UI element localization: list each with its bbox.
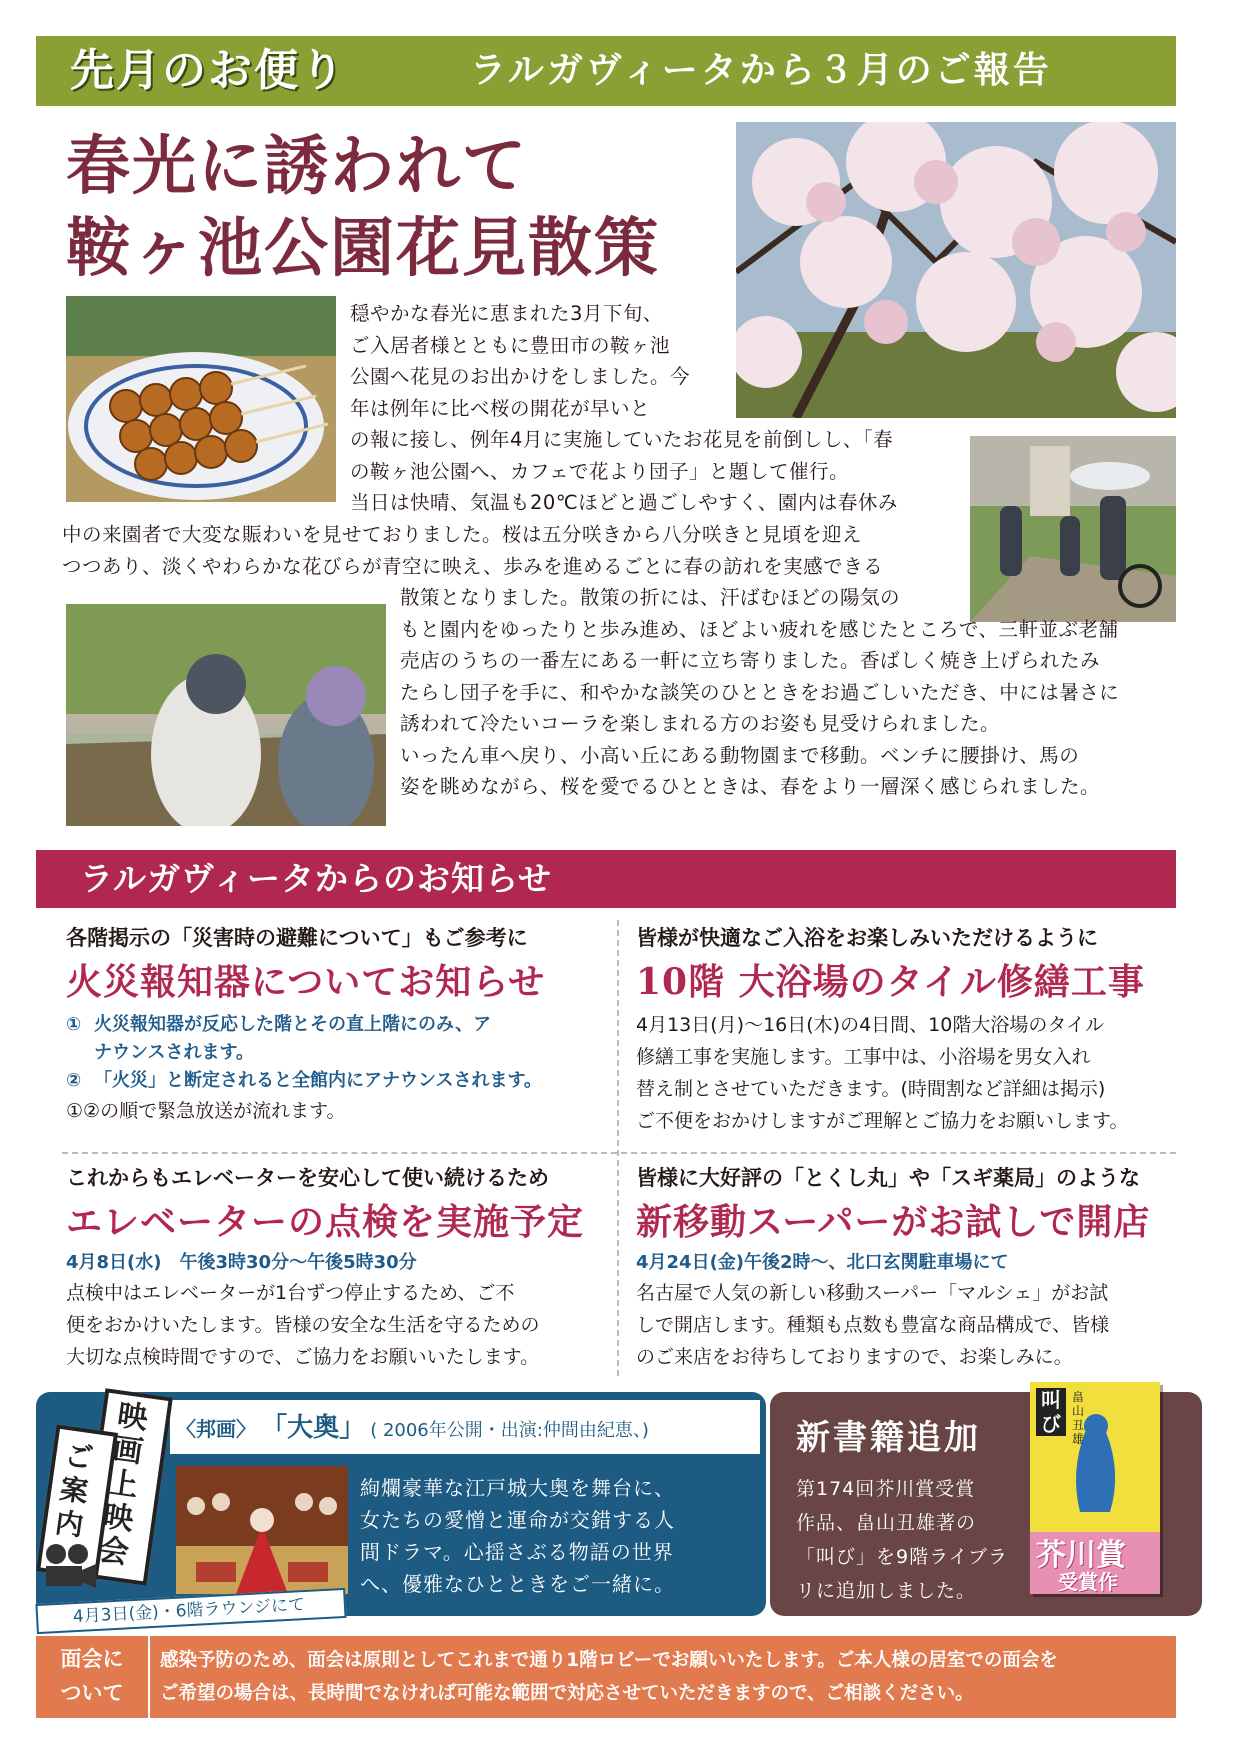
footer-line: ご希望の場合は、長時間でなければ可能な範囲で対応させていただきますので、ご相談ください。 [160,1683,974,1704]
notices-divider-vertical [617,920,619,1376]
bench-photo [66,604,386,826]
notice-elevator-line: 大切な点検時間ですので、ご協力をお願いいたします。 [66,1346,540,1368]
book-cover-award: 芥川賞 [1036,1538,1126,1573]
notice-fire-title: 火災報知器についてお知らせ [66,961,546,1003]
article-line: 公園へ花見のお出かけをしました。今 [350,365,691,388]
notice-market-line: しで開店します。種類も点数も豊富な商品構成で、皆様 [636,1314,1110,1336]
notice-fire-item1-text [94,1011,491,1067]
book-description-line: 作品、畠山丑雄著の [796,1512,977,1534]
notice-market-line: のご来店をお待ちしておりますので、お楽しみに。 [636,1346,1073,1368]
notice-elevator-line: 点検中はエレベーターが1台ずつ停止するため、ご不 [66,1282,515,1304]
movie-badge [40,1392,172,1602]
dango-photo [66,296,336,502]
notice-fire-item2-num: ② [66,1070,82,1091]
article-headline-line2: 鞍ヶ池公園花見散策 [66,211,660,286]
book-description [796,1472,1026,1608]
article-body-part1 [350,298,970,424]
article-line: ご入居者様とともに豊田市の鞍ヶ池 [350,333,671,357]
movie-description [360,1472,760,1600]
article-line: 売店のうちの一番左にある一軒に立ち寄りました。香ばしく焼き上げられたみ [400,649,1101,672]
book-cover-title: 叫び [1036,1388,1066,1436]
notice-fire [66,922,606,1127]
article-body-part2 [350,424,960,519]
book-cover-award-sub: 受賞作 [1058,1570,1118,1594]
article-line: 穏やかな春光に恵まれた3月下旬、 [350,302,663,325]
footer-label [36,1642,148,1710]
book-cover [1030,1382,1160,1594]
notice-fire-item1-line: 火災報知器が反応した階とその直上階にのみ、ア [94,1014,492,1035]
movie-header-text [176,1404,649,1452]
article-line: の報に接し、例年4月に実施していたお花見を前倒しし、「春 [350,428,894,451]
notice-elevator-body [66,1277,606,1373]
article-line: 年は例年に比べ桜の開花が早いと [350,396,651,420]
header-title: 先月のお便り [70,45,346,96]
movie-description-line: 間ドラマ。心揺さぶる物語の世界 [360,1540,674,1564]
notice-bath-body [636,1009,1176,1137]
notice-fire-note: ①②の順で緊急放送が流れます。 [66,1100,346,1122]
movie-title: 「大奥」 [261,1413,366,1443]
notice-market-lead: 皆様に大好評の「とくし丸」や「スギ薬局」のような [636,1166,1140,1190]
notice-elevator-schedule: 4月8日(水) 午後3時30分～午後5時30分 [66,1252,417,1273]
movie-genre: 〈邦画〉 [176,1417,256,1441]
movie-still-photo [176,1466,348,1594]
article-line: の鞍ヶ池公園へ、カフェで花より団子」と題して催行。 [350,459,850,483]
notice-fire-item1-num: ① [66,1014,82,1035]
footer-label-line: 面会に [60,1647,124,1671]
notice-fire-item2 [66,1067,606,1095]
notice-market-schedule: 4月24日(金)午後2時～、北口玄関駐車場にて [636,1252,1009,1273]
article-body-part4 [400,582,1180,803]
book-description-line: リに追加しました。 [796,1580,977,1602]
notice-bath-title: 10階 大浴場のタイル修繕工事 [636,961,1145,1003]
article-line: 中の来園者で大変な賑わいを見せておりました。桜は五分咲きから八分咲きと見頃を迎え [62,523,863,546]
footer-line: 感染予防のため、面会は原則としてこれまで通り1階ロビーでお願いいたします。ご本人様の居室での面会を [160,1650,1058,1671]
book-heading: 新書籍追加 [796,1418,981,1458]
notice-bath-line: 4月13日(月)～16日(木)の4日間、10階大浴場のタイル [636,1014,1104,1036]
footer-label-line: ついて [60,1681,124,1705]
article-line: 誘われて冷たいコーラを楽しまれる方のお姿も見受けられました。 [400,712,1001,735]
notice-bath-lead: 皆様が快適なご入浴をお楽しみいただけるように [636,926,1098,950]
notice-elevator [66,1162,606,1373]
book-cover-author: 畠山丑雄 [1072,1390,1085,1446]
notice-bath [636,922,1176,1137]
movie-description-line: 絢爛豪華な江戸城大奥を舞台に、 [360,1476,675,1500]
article-line: つつあり、淡くやわらかな花びらが青空に映え、歩みを進めるごとに春の訪れを実感できる [62,554,884,578]
article-body-part3 [62,519,972,582]
article-line: 姿を眺めながら、桜を愛でるひとときは、春をより一層深く感じられました。 [400,775,1101,798]
article-line: 散策となりました。散策の折には、汗ばむほどの陽気の [400,586,901,609]
notice-fire-item1 [66,1011,606,1067]
notice-market-line: 名古屋で人気の新しい移動スーパー「マルシェ」がお試 [636,1282,1109,1304]
notice-market-title: 新移動スーパーがお試しで開店 [636,1201,1151,1243]
notice-fire-item2-text: 「火災」と断定されると全館内にアナウンスされます。 [94,1070,543,1091]
notice-bath-line: ご不便をおかけしますがご理解とご協力をお願いします。 [636,1110,1129,1132]
projector-icon [42,1542,96,1590]
notice-elevator-line: 便をおかけいたします。皆様の安全な生活を守るための [66,1314,540,1336]
article-headline-line1: 春光に誘われて [66,129,528,204]
notice-fire-item1-line: ナウンスされます。 [94,1042,255,1063]
movie-description-line: へ、優雅なひとときをご一緒に。 [360,1572,675,1596]
notices-band-title: ラルガヴィータからのお知らせ [80,859,553,898]
notice-bath-line: 替え制とさせていただきます。(時間割など詳細は掲示) [636,1078,1106,1100]
notice-bath-line: 修繕工事を実施します。工事中は、小浴場を男女入れ [636,1046,1091,1068]
footer-text [160,1644,1170,1710]
notice-elevator-lead: これからもエレベーターを安心して使い続けるため [66,1166,549,1190]
header-subtitle: ラルガヴィータから３月のご報告 [470,50,1052,91]
movie-meta: ( 2006年公開・出演:仲間由紀恵、) [370,1420,649,1441]
footer-divider [148,1636,150,1718]
movie-badge-label: 映画上映会 [96,1397,150,1572]
article-line: いったん車へ戻り、小高い丘にある動物園まで移動。ベンチに腰掛け、馬の [400,743,1080,767]
notice-market-body [636,1277,1176,1373]
movie-badge-sub: ご案内 [53,1438,95,1543]
book-description-line: 第174回芥川賞受賞 [796,1478,976,1500]
notice-fire-lead: 各階掲示の「災害時の避難について」もご参考に [66,926,528,950]
notices-divider-horizontal [62,1152,1176,1154]
notice-elevator-title: エレベーターの点検を実施予定 [66,1201,585,1243]
movie-description-line: 女たちの愛憎と運命が交錯する人 [360,1508,675,1532]
movie-date-place: 4月3日(金)・6階ラウンジにて [72,1594,306,1628]
article-line: たらし団子を手に、和やかな談笑のひとときをお過ごしいただき、中には暑さに [400,680,1120,704]
article-line: もと園内をゆったりと歩み進め、ほどよい疲れを感じたところで、三軒並ぶ老舗 [400,617,1119,641]
article-line: 当日は快晴、気温も20℃ほどと過ごしやすく、園内は春休み [350,491,898,514]
notice-market [636,1162,1176,1373]
book-description-line: 「叫び」を9階ライブラ [796,1546,1008,1568]
